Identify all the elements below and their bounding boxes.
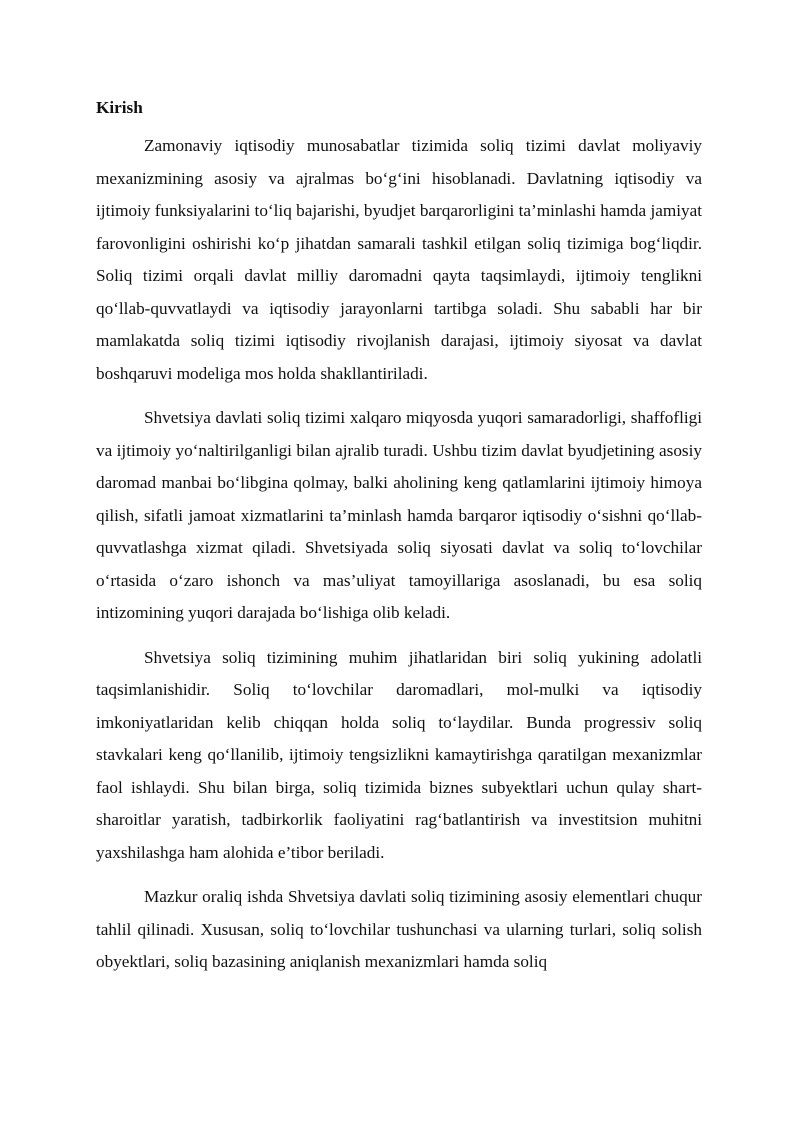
paragraph-4: Mazkur oraliq ishda Shvetsiya davlati soliq tizimining asosiy elementlari chuqur tahlil qilinadi. Xususan, soliq to‘lovchilar tushunchasi va ularning turlari, soliq solish obyektlari, soliq bazasining aniqlanish mexanizmlari hamda soliq [96,887,702,971]
paragraph-3: Shvetsiya soliq tizimining muhim jihatlaridan biri soliq yukining adolatli taqsimlanishidir. Soliq to‘lovchilar daromadlari, mol-mulki va iqtisodiy imkoniyatlaridan kelib chiqqan holda soliq to‘laydilar. Bunda progressiv soliq stavkalari keng qo‘llanilib, ijtimoiy tengsizlikni kamaytirishga qaratilgan mexanizmlar faol ishlaydi. Shu bilan birga, soliq tizimida biznes subyektlari uchun qulay shart-sharoitlar yaratish, tadbirkorlik faoliyatini rag‘batlantirish va investitsion muhitni yaxshilashga ham alohida e’tibor beriladi. [96,647,702,862]
document-body [96,96,702,991]
paragraph-2: Shvetsiya davlati soliq tizimi xalqaro miqyosda yuqori samaradorligi, shaffofligi va ijtimoiy yo‘naltirilganligi bilan ajralib turadi. Ushbu tizim davlat byudjetining asosiy daromad manbai bo‘libgina qolmay, balki aholining keng qatlamlarini ijtimoiy himoya qilish, sifatli jamoat xizmatlarini ta’minlash hamda barqaror iqtisodiy o‘sishni qo‘llab-quvvatlashga xizmat qiladi. Shvetsiyada soliq siyosati davlat va soliq to‘lovchilar o‘rtasida o‘zaro ishonch va mas’uliyat tamoyillariga asoslanadi, bu esa soliq intizomining yuqori darajada bo‘lishiga olib keladi. [96,408,702,622]
paragraph-1: Zamonaviy iqtisodiy munosabatlar tizimida soliq tizimi davlat moliyaviy mexanizmining asosiy va ajralmas bo‘g‘ini hisoblanadi. Davlatning iqtisodiy va ijtimoiy funksiyalarini to‘liq bajarishi, byudjet barqarorligini ta’minlashi hamda jamiyat farovonligini oshirishi ko‘p jihatdan samarali tashkil etilgan soliq tizimiga bog‘liqdir. Soliq tizimi orqali davlat milliy daromadni qayta taqsimlaydi, ijtimoiy tenglikni qo‘llab-quvvatlaydi va iqtisodiy jarayonlarni tartibga soladi. Shu sababli har bir mamlakatda soliq tizimi iqtisodiy rivojlanish darajasi, ijtimoiy siyosat va davlat boshqaruvi modeliga mos holda shakllantiriladi. [96,136,702,383]
section-heading: Kirish [96,98,143,117]
